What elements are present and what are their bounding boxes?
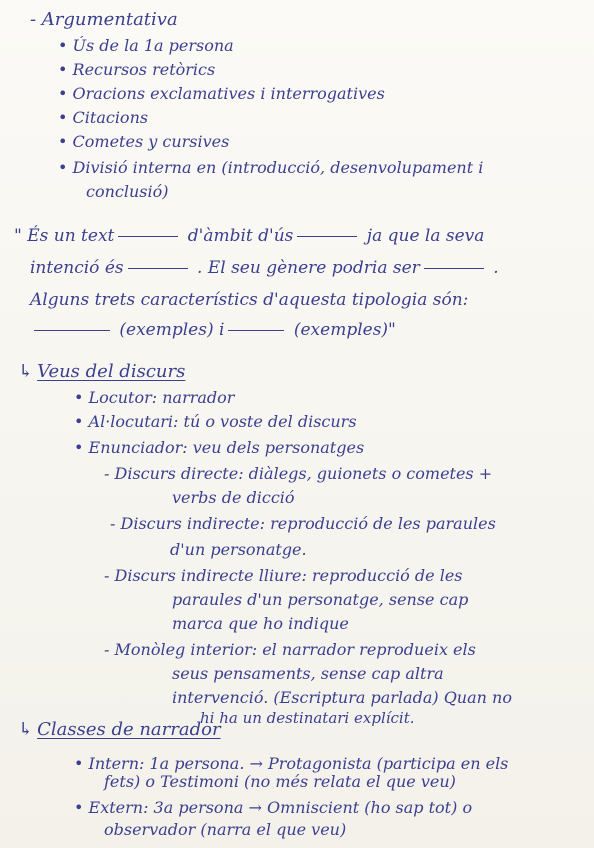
list-item-continuation: conclusió) — [86, 182, 169, 201]
list-item: • Enunciador: veu dels personatges — [74, 438, 365, 457]
blank — [34, 330, 110, 331]
section-heading-classes — [18, 720, 221, 740]
sub-item-continuation: d'un personatge. — [170, 540, 307, 559]
list-item: • Ús de la 1a persona — [58, 36, 234, 55]
quote-line-1 — [14, 226, 484, 246]
list-item: • Oracions exclamatives i interrogatives — [58, 84, 385, 103]
list-item: • Recursos retòrics — [58, 60, 216, 79]
sub-item-continuation: seus pensaments, sense cap altra — [172, 664, 444, 683]
list-item: • Intern: 1a persona. → Protagonista (participa en els — [74, 754, 509, 773]
arrow-icon: ↳ — [18, 719, 34, 740]
list-item: • Citacions — [58, 108, 149, 127]
section-heading-veus — [18, 362, 185, 382]
heading-argumentativa: - Argumentativa — [30, 9, 178, 30]
list-item: • Extern: 3a persona → Omniscient (ho sap tot) o — [74, 798, 473, 817]
list-item: • Divisió interna en (introducció, desenvolupament i — [58, 158, 484, 177]
sub-item-continuation: hi ha un destinatari explícit. — [200, 709, 415, 727]
quote-text: d'àmbit d'ús — [187, 226, 294, 246]
list-item: • Al·locutari: tú o voste del discurs — [74, 412, 357, 431]
quote-text: intenció és — [30, 258, 124, 278]
quote-line-4 — [30, 320, 396, 340]
blank — [297, 236, 357, 237]
quote-text: . El seu gènere podria ser — [197, 258, 420, 278]
blank — [118, 236, 178, 237]
list-item-continuation: observador (narra el que veu) — [104, 820, 347, 839]
section-title: Classes de narrador — [37, 719, 221, 740]
blank — [424, 268, 484, 269]
quote-text: " És un text — [14, 226, 115, 246]
sub-item-continuation: paraules d'un personatge, sense cap — [172, 590, 469, 609]
sub-item: - Discurs indirecte lliure: reproducció de les — [104, 566, 463, 585]
quote-text: (exemples) i — [119, 320, 225, 340]
quote-text: (exemples)" — [293, 320, 396, 340]
sub-item-continuation: marca que ho indique — [172, 614, 349, 633]
list-item-continuation: fets) o Testimoni (no més relata el que veu) — [104, 772, 456, 791]
quote-line-3: Alguns trets característics d'aquesta tipologia són: — [30, 290, 469, 310]
blank — [128, 268, 188, 269]
list-item: • Locutor: narrador — [74, 388, 235, 407]
section-title: Veus del discurs — [37, 361, 186, 382]
list-item: • Cometes y cursives — [58, 132, 230, 151]
quote-text: ja que la seva — [366, 226, 485, 246]
sub-item: - Monòleg interior: el narrador reprodueix els — [104, 640, 476, 659]
quote-line-2 — [30, 258, 499, 278]
sub-item-continuation: verbs de dicció — [172, 488, 295, 507]
sub-item: - Discurs indirecte: reproducció de les paraules — [110, 514, 496, 533]
quote-text: . — [493, 258, 499, 278]
sub-item-continuation: intervenció. (Escriptura parlada) Quan no — [172, 688, 512, 707]
sub-item: - Discurs directe: diàlegs, guionets o cometes + — [104, 464, 493, 483]
arrow-icon: ↳ — [18, 361, 34, 382]
blank — [228, 330, 284, 331]
